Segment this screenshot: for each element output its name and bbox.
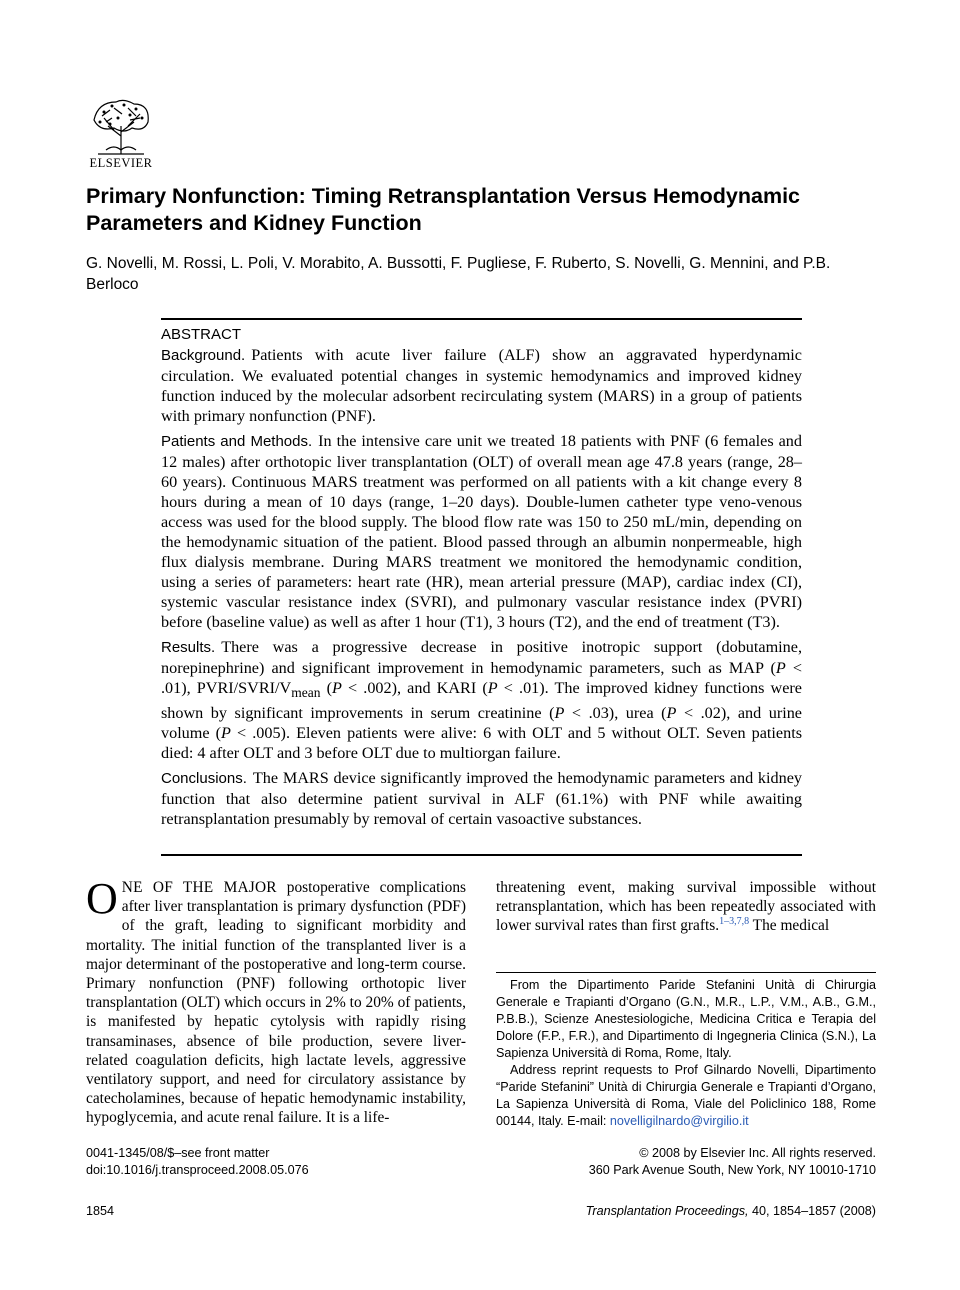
abstract-background	[161, 345, 802, 426]
reprint-address	[496, 1062, 876, 1130]
journal-citation	[586, 1204, 876, 1218]
footer-right	[589, 1145, 876, 1179]
doi-line: doi:10.1016/j.transproceed.2008.05.076	[86, 1163, 309, 1177]
abstract-methods	[161, 431, 802, 632]
p-value-symbol: P	[221, 724, 231, 743]
journal-name: Transplantation Proceedings,	[585, 1204, 749, 1218]
abstract-heading: ABSTRACT	[161, 326, 242, 343]
page-number: 1854	[86, 1204, 115, 1218]
abstract-results	[161, 637, 802, 763]
background-label: Background.	[161, 347, 246, 364]
abstract-top-rule	[161, 318, 802, 320]
results-text: < .002), and KARI (	[341, 679, 488, 697]
issn-line: 0041-1345/08/$–see front matter	[86, 1146, 270, 1160]
conclusions-label: Conclusions.	[161, 770, 247, 788]
drop-cap: O	[86, 874, 118, 923]
p-value-symbol: P	[554, 704, 565, 723]
p-value-symbol: P	[332, 679, 342, 697]
lead-in-smallcaps: NE OF THE MAJOR	[121, 879, 277, 896]
tree-emblem-icon	[84, 96, 158, 156]
journal-volume-pages: 40, 1854–1857 (2008)	[748, 1204, 876, 1218]
abstract-box	[161, 318, 802, 834]
author-email-link[interactable]: novelligilnardo@virgilio.it	[609, 1114, 749, 1128]
results-text: < .03), urea (	[564, 704, 667, 723]
body-column-left	[86, 874, 467, 1128]
mean-subscript: mean	[291, 685, 321, 701]
body-text-right: threatening event, making survival impossible without retransplantation, which has been repeatedly associated with lower survival rates than first grafts.	[496, 879, 876, 935]
body-text-left: postoperative complications after liver transplantation is primary dysfunction (PDF) of the graft, leading to significant morbidity and mortality. The initial function of the transplanted liver is a major determinant of the postoperative and long-term course. Primary nonfunction (PNF) following orthotopic liver transplantation (OLT) which occurs in 2% to 20% of patients, is manifested by hepatic cytolysis with rapidly rising transaminases, absence of bile production, severe liver-related coagulation deficits, high lactate levels, aggressive ventilatory support, and need for circulatory assistance by catecholamines, because of hepatic hemodynamic instability, hypoglycemia, and acute renal failure. It is a life-	[86, 879, 467, 1127]
affiliation-rule	[496, 972, 876, 973]
author-list: G. Novelli, M. Rossi, L. Poli, V. Morabito, A. Bussotti, F. Pugliese, F. Ruberto, S. Novelli, G. Mennini, and P.B. Berloco	[86, 255, 831, 293]
article-title: Primary Nonfunction: Timing Retransplantation Versus Hemodynamic Parameters and Kidney Function	[86, 184, 801, 235]
results-label: Results.	[161, 639, 216, 656]
elsevier-wordmark: ELSEVIER	[89, 156, 153, 170]
p-value-symbol: P	[487, 679, 498, 697]
body-column-right	[496, 878, 876, 936]
elsevier-logo	[84, 96, 158, 176]
results-text: There was a progressive decrease in positive inotropic support (dobutamine, norepinephrine) and significant improvement in hemodynamic parameters, such as MAP (	[161, 638, 802, 677]
p-value-symbol: P	[666, 704, 677, 723]
abstract-bottom-rule	[161, 854, 802, 856]
publisher-address: 360 Park Avenue South, New York, NY 10010-1710	[588, 1163, 876, 1177]
results-text: < .02), and urine volume (	[161, 704, 802, 743]
footer-left	[86, 1145, 309, 1179]
affiliation-from: From the Dipartimento Paride Stefanini Unità di Chirurgia Generale e Trapianti d’Organo (G.N., M.R., L.P., V.M., A.B., G.M., P.B.B.), Scienze Anestesiologiche, Medicina Critica e Terapia del Dolore (F.P., F.R.), and Dipartimento di Ingegneria Clinica (S.N.), La Sapienza Università di Roma, Rome, Italy.	[496, 978, 876, 1060]
copyright-line: © 2008 by Elsevier Inc. All rights reserved.	[639, 1146, 876, 1160]
results-text: < .005). Eleven patients were alive: 6 with OLT and 5 without OLT. Seven patients died: 4 after OLT and 3 before OLT due to multiorgan failure.	[161, 724, 802, 763]
conclusions-text: The MARS device significantly improved the hemodynamic parameters and kidney function that also determine patient survival in ALF (61.1%) with PNF while awaiting retransplantation presumably by removal of certain vasoactive substances.	[161, 769, 802, 829]
results-text: (	[320, 679, 333, 697]
results-text: < .01), PVRI/SVRI/V	[161, 659, 802, 697]
body-text-right-tail: The medical	[749, 917, 830, 935]
methods-text: In the intensive care unit we treated 18 patients with PNF (6 females and 12 males) after orthotopic liver transplantation (OLT) of overall mean age 47.8 years (range, 28–60 years). Continuous MARS treatment was performed on all patients with a kit change every 8 hours during a mean of 10 days (range, 1–20 days). Double-lumen catheter type veno-venous access was used for the blood supply. The blood flow rate was 150 to 250 mL/min, depending on the hemodynamic situation of the patient. Blood passed through an albumin nonpermeable, high flux dialysis membrane. During MARS treatment we monitored the hemodynamic condition, using a series of parameters: heart rate (HR), mean arterial pressure (MAP), cardiac index (CI), systemic vascular resistance index (SVRI), and pulmonary vascular resistance index (PVRI) before (baseline value) as well as after 1 hour (T1), 3 hours (T2), and the end of treatment (T3).	[161, 432, 802, 631]
p-value-symbol: P	[775, 659, 786, 677]
background-text: Patients with acute liver failure (ALF) show an aggravated hyperdynamic circulation. We evaluated potential changes in systemic hemodynamics and improved kidney function induced by the molecular adsorbent recirculating system (MARS) in a group of patients with primary nonfunction (PNF).	[161, 346, 802, 425]
reference-link[interactable]: 1–3,7,8	[719, 916, 750, 928]
results-text: < .01). The improved kidney functions were shown by significant improvements in serum creatinine (	[161, 679, 802, 723]
methods-label: Patients and Methods.	[161, 433, 313, 450]
reprint-text: Address reprint requests to Prof Gilnardo Novelli, Dipartimento “Paride Stefanini” Unità di Chirurgia Generale e Trapianti d’Organo, La Sapienza Università di Roma, Viale del Policlinico 188, Rome 00144, Italy. E-mail:	[496, 1063, 876, 1128]
abstract-conclusions	[161, 768, 802, 829]
affiliation-block	[496, 977, 876, 1130]
